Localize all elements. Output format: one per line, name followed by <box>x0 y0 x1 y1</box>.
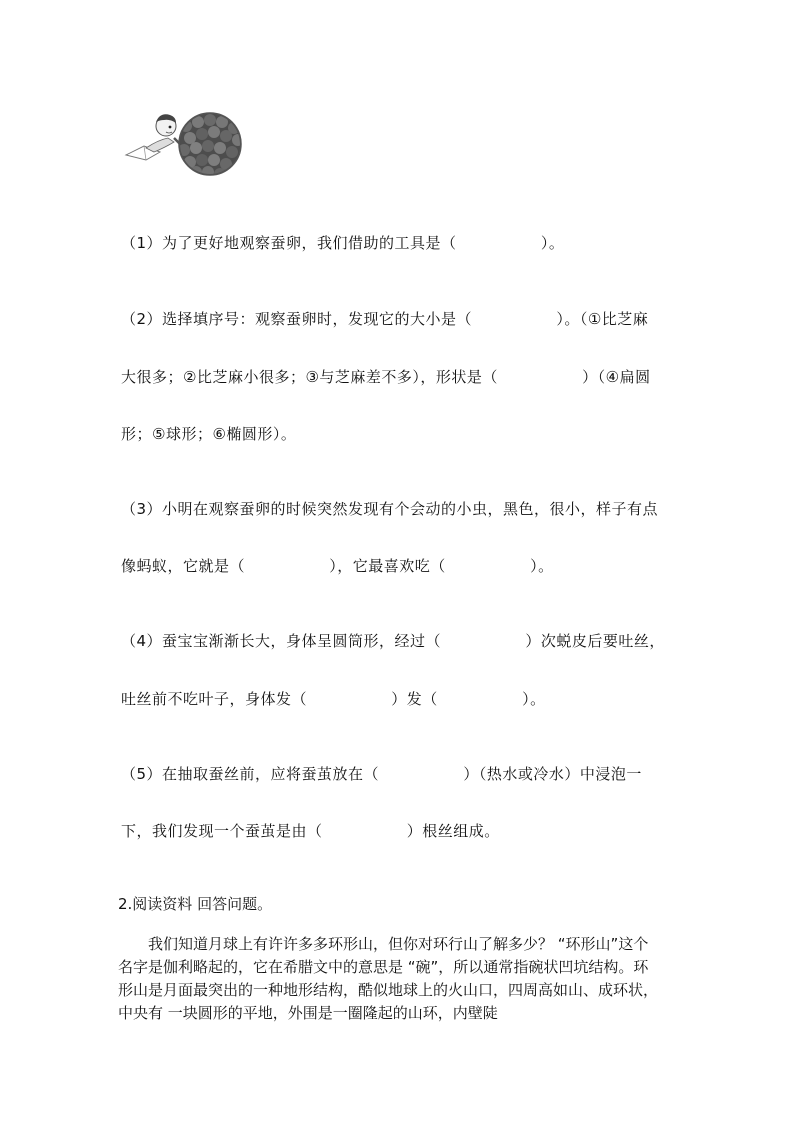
question-2-heading: 2.阅读资料 回答问题。 <box>118 895 273 913</box>
question-1-2-line-2: 大很多；②比芝麻小很多；③与芝麻差不多），形状是（ ）（④扁圆 <box>121 368 651 386</box>
question-1-3-line-2: 像蚂蚁，它就是（ ），它最喜欢吃（ ）。 <box>121 557 554 575</box>
question-1-1: （1）为了更好地观察蚕卵，我们借助的工具是（ ）。 <box>121 234 565 252</box>
question-1-3-line-1: （3）小明在观察蚕卵的时候突然发现有个会动的小虫，黑色，很小，样子有点 <box>121 500 659 518</box>
question-1-5-line-2: 下，我们发现一个蚕茧是由（ ）根丝组成。 <box>121 822 500 840</box>
reading-passage: 我们知道月球上有许许多多环形山，但你对环行山了解多少？ “环形山”这个名字是伽利略起的，它在希腊文中的意思是 “碗”，所以通常指碗状凹坑结构。环形山是月面最突出的一种地形结构，酷似地球上的火山口，四周高如山、成环状，中央有 一块圆形的平地，外围是一圈隆起的山环，内壁陡 <box>118 935 659 1022</box>
question-1-4-line-1: （4）蚕宝宝渐渐长大，身体呈圆筒形，经过（ ）次蜕皮后要吐丝， <box>121 632 665 650</box>
question-1-5-line-1: （5）在抽取蚕丝前，应将蚕茧放在（ ）（热水或冷水）中浸泡一 <box>121 765 642 783</box>
question-1-2-line-1: （2）选择填序号：观察蚕卵时，发现它的大小是（ ）。（①比芝麻 <box>121 310 649 328</box>
question-1-4-line-2: 吐丝前不吃叶子，身体发（ ）发（ ）。 <box>121 690 546 708</box>
child-with-magnifier-illustration <box>124 108 244 180</box>
question-1-2-line-3: 形；⑤球形；⑥椭圆形）。 <box>121 425 297 443</box>
